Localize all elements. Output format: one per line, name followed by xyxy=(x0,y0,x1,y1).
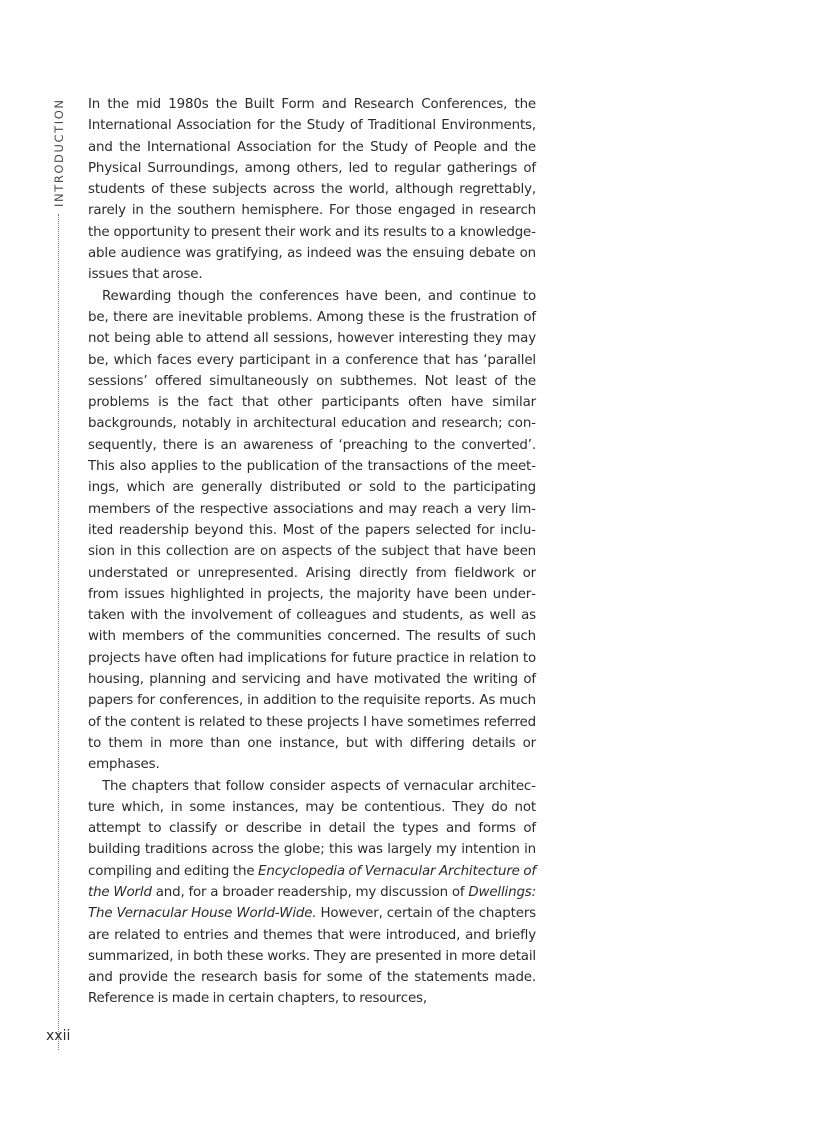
running-head-label: INTRODUCTION xyxy=(52,98,66,207)
running-head xyxy=(52,98,66,1050)
encyclopedia-title: Encyclopedia of Vernacular Architecture of the World xyxy=(88,863,536,900)
dwellings-title: Dwellings: The Vernacular House World-Wide. xyxy=(88,884,536,922)
body-text xyxy=(88,94,536,1010)
paragraph-3 xyxy=(88,776,536,1010)
paragraph-3-text-2: and, for a broader readership, my discussion of xyxy=(151,884,469,900)
paragraph-3-text-1: The chapters that follow consider aspects of vernacular architecture which, in some instances, may be contentious. They do not attempt to classify or describe in detail the types and forms of building traditions across the globe; this was largely my intention in compiling and editing the xyxy=(88,778,536,879)
running-head-rule xyxy=(58,214,59,1050)
paragraph-2: Rewarding though the conferences have been, and continue to be, there are inevitable problems. Among these is the frustration of not being able to attend all sessions, however interesting they may be, which faces every participant in a conference that has ‘parallel sessions’ offered simultaneously on subthemes. Not least of the problems is the fact that other participants often have similar backgrounds, notably in architectural education and research; consequently, there is an awareness of ‘preaching to the converted’. This also applies to the publication of the transactions of the meetings, which are generally distributed or sold to the participating members of the respective associations and may reach a very limited readership beyond this. Most of the papers selected for inclusion in this collection are on aspects of the subject that have been understated or unrepresented. Arising directly from fieldwork or from issues highlighted in projects, the majority have been undertaken with the involvement of colleagues and students, as well as with members of the communities concerned. The results of such projects have often had implications for future practice in relation to housing, planning and servicing and have motivated the writing of papers for conferences, in addition to the requisite reports. As much of the content is related to these projects I have sometimes referred to them in more than one instance, but with differing details or emphases. xyxy=(88,288,536,773)
page-number: xxii xyxy=(46,1028,71,1044)
paragraph-3-text-3: However, certain of the chapters are related to entries and themes that were introduced, and briefly summarized, in both these works. They are presented in more detail and provide the research basis for some of the statements made. Reference is made in certain chapters, to resources, xyxy=(88,906,537,1007)
paragraph-1: In the mid 1980s the Built Form and Research Conferences, the International Association for the Study of Traditional Environments, and the International Association for the Study of People and the Physical Surroundings, among others, led to regular gatherings of students of these subjects across the world, although regrettably, rarely in the southern hemisphere. For those engaged in research the opportunity to present their work and its results to a knowledgeable audience was gratifying, as indeed was the ensuing debate on issues that arose. xyxy=(88,97,536,283)
